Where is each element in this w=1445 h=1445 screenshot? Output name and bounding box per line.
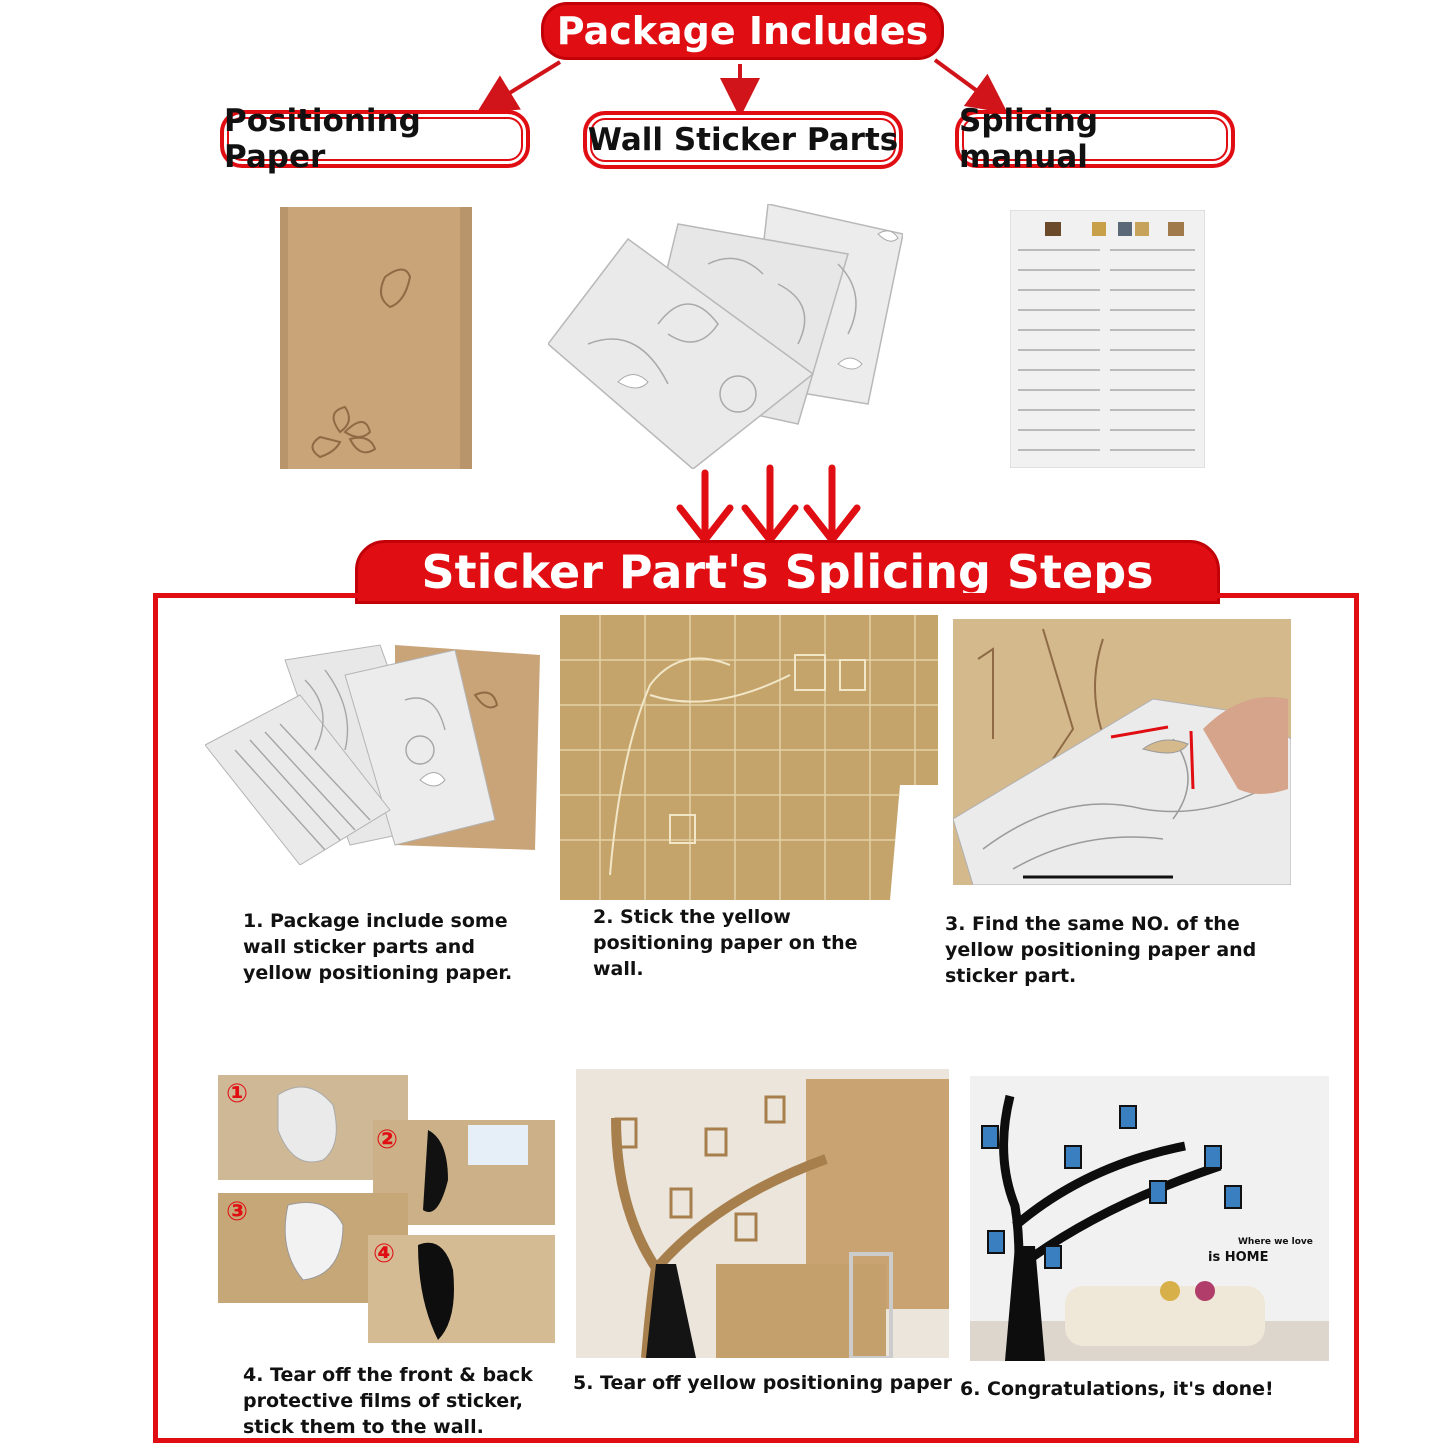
positioning-paper-label-text: Positioning Paper [224,103,421,175]
step-6-caption: 6. Congratulations, it's done! [960,1378,1274,1400]
splicing-steps-title-text: Sticker Part's Splicing Steps [421,545,1154,599]
substep-marker-4: ④ [373,1239,396,1269]
step-5-caption: 5. Tear off yellow positioning paper [573,1372,952,1394]
step-5-image [576,1069,949,1358]
substep-marker-2: ② [376,1125,399,1155]
substep-marker-1: ① [226,1079,249,1109]
step-6-image [970,1076,1329,1361]
substep-marker-3: ③ [226,1197,249,1227]
step-1-caption: 1. Package include some wall sticker parts and yellow positioning paper. [243,910,513,984]
splicing-manual-image [1010,210,1205,468]
step-1-image [205,640,540,865]
splicing-manual-label-text: Splicing manual [959,103,1099,175]
wall-sticker-parts-label [583,111,903,169]
step-2-caption: 2. Stick the yellow positioning paper on the wall. [593,906,858,980]
package-includes-title-text: Package Includes [556,9,929,53]
step-4-caption: 4. Tear off the front & back protective films of sticker, stick them to the wall. [243,1364,533,1438]
positioning-paper-label [220,103,530,175]
home-text-big: is HOME [1208,1250,1269,1265]
step-4-collage [218,1075,555,1343]
down-arrows [680,468,857,540]
wall-sticker-parts-label-text: Wall Sticker Parts [587,122,899,158]
positioning-paper-image [280,207,472,469]
wall-sticker-parts-image [548,204,903,469]
home-text-small: Where we love [1238,1237,1313,1247]
splicing-manual-label [955,103,1235,175]
arrow-right [935,60,995,104]
step-3-image [953,619,1291,885]
step-3-caption: 3. Find the same NO. of the yellow positioning paper and sticker part. [945,913,1257,987]
step-2-image [560,615,938,900]
arrow-left [490,62,560,105]
